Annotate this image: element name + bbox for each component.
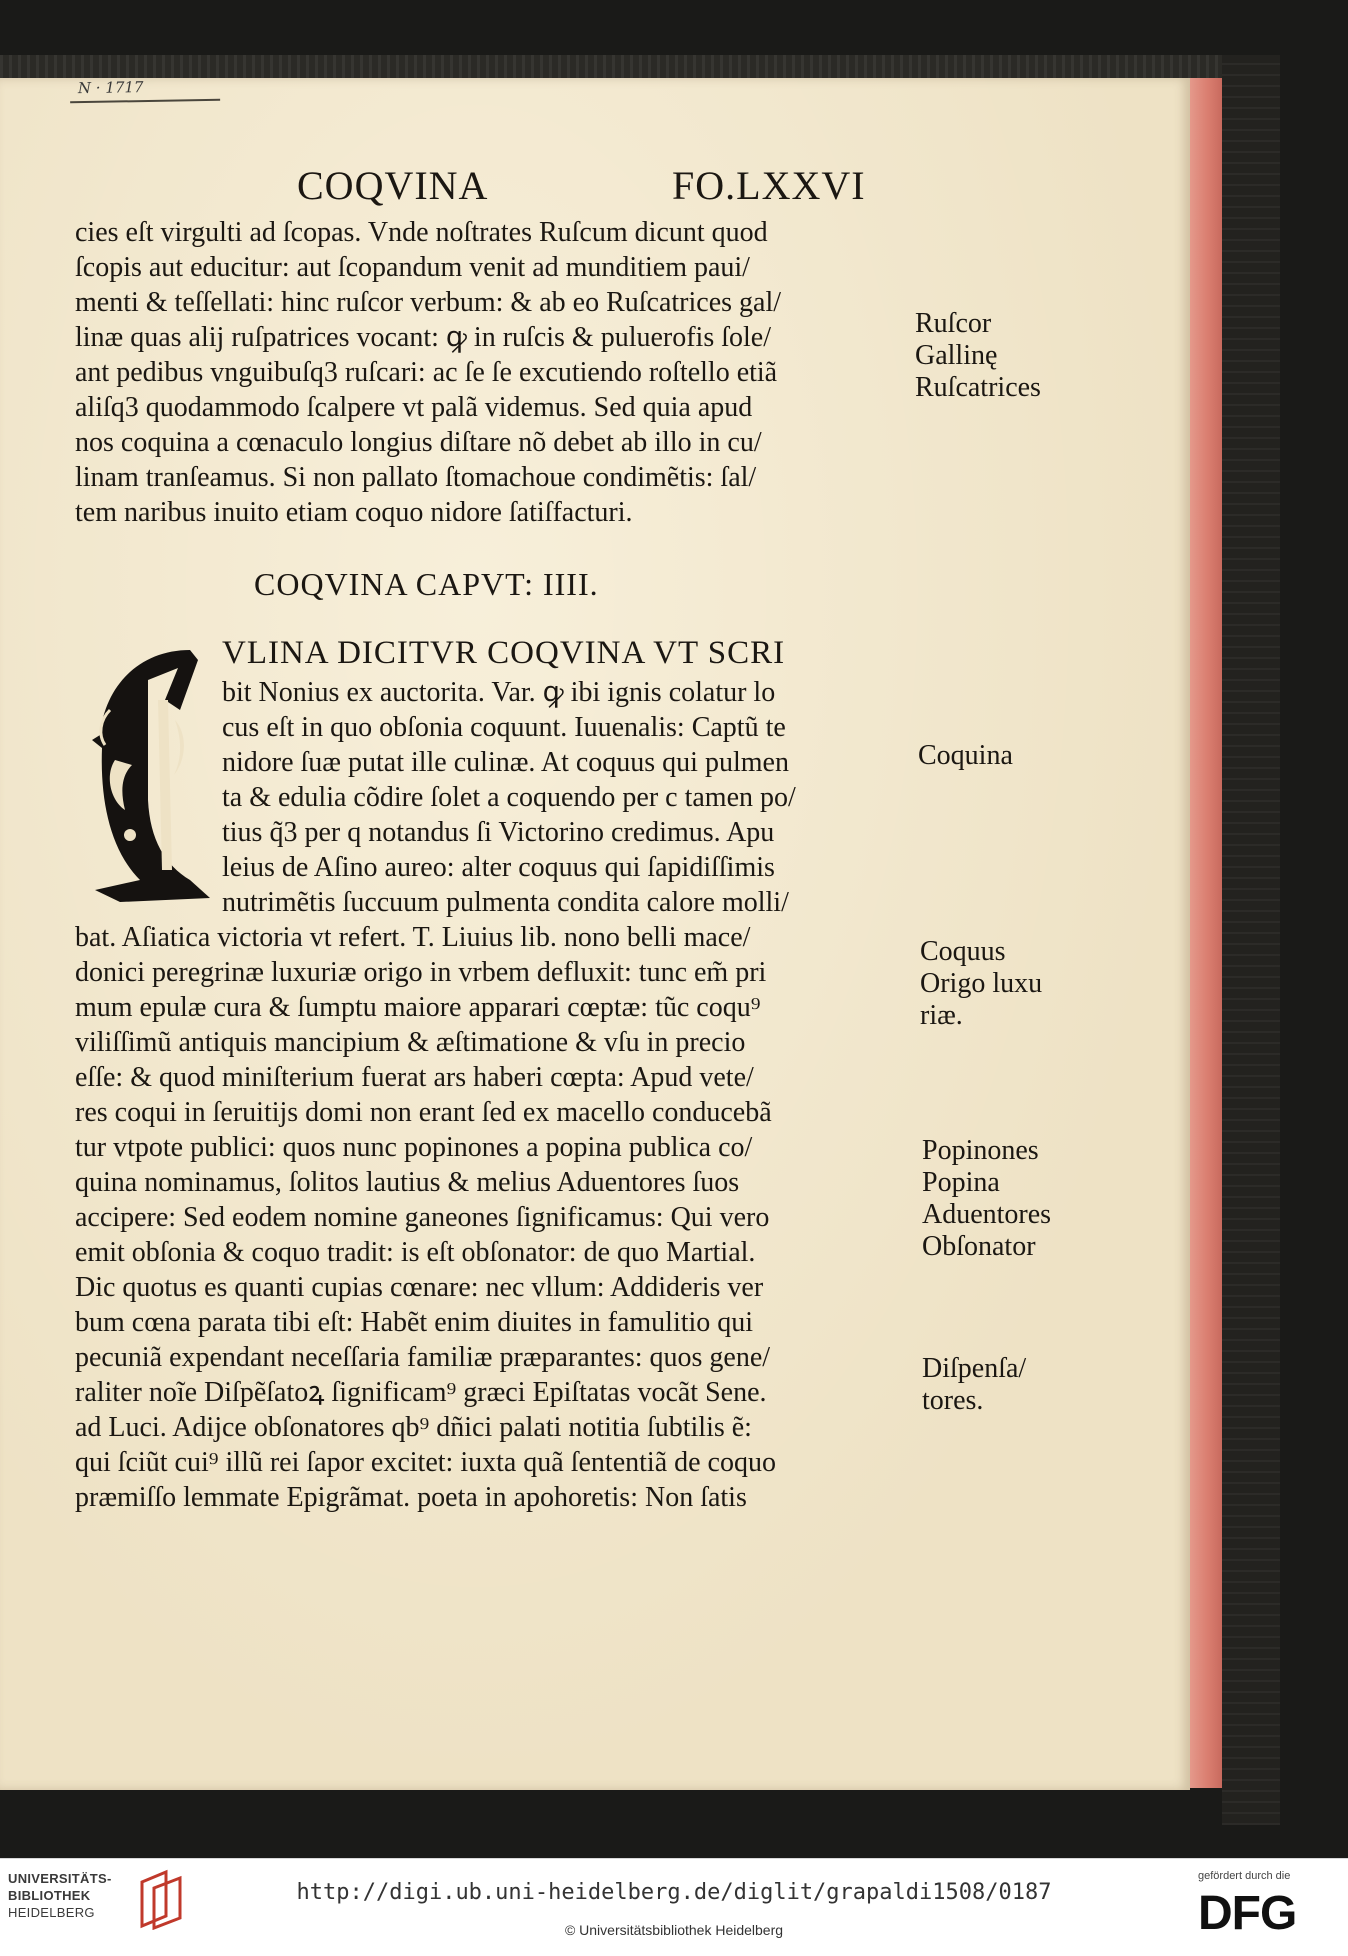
text-line: cies eſt virgulti ad ſcopas. Vnde noſtrates Ruſcum dicunt quod xyxy=(75,217,768,248)
library-name-line1: UNIVERSITÄTS- xyxy=(8,1871,112,1886)
book-cover-right xyxy=(1222,55,1280,1825)
text-line: aliſq3 quodammodo ſcalpere vt palã videmus. Sed quia apud xyxy=(75,392,753,423)
margin-note-coquus xyxy=(920,936,1042,1032)
margin-note-line: Popinones xyxy=(922,1135,1039,1166)
permalink-url[interactable]: http://digi.ub.uni-heidelberg.de/diglit/grapaldi1508/0187 xyxy=(296,1880,1052,1905)
text-line: donici peregrinæ luxuriæ origo in vrbem defluxit: tunc em̃ pri xyxy=(75,957,767,988)
text-line: præmiſſo lemmate Epigrãmat. poeta in apohoretis: Non ſatis xyxy=(75,1482,747,1513)
text-line: viliſſimũ antiquis mancipium & æſtimatione & vſu in precio xyxy=(75,1027,746,1058)
margin-note-line: Obſonator xyxy=(922,1231,1036,1262)
margin-note-line: Origo luxu xyxy=(920,968,1043,999)
margin-note-line: Diſpenſa/ xyxy=(922,1353,1027,1384)
copyright-notice: © Universitätsbibliothek Heidelberg xyxy=(564,1922,784,1938)
text-line: pecuniã expendant neceſſaria familiæ præparantes: quos gene/ xyxy=(75,1342,771,1373)
text-line: leius de Aſino aureo: alter coquus qui ſapidiſſimis xyxy=(222,852,775,883)
text-line: res coqui in ſeruitijs domi non erant ſed ex macello conducebã xyxy=(75,1097,772,1128)
margin-note-line: riæ. xyxy=(920,1000,963,1031)
margin-note-line: Coquus xyxy=(920,936,1006,967)
text-line: ad Luci. Adijce obſonatores qb⁹ dñici palati notitia ſubtilis ẽ: xyxy=(75,1412,752,1443)
text-line: qui ſciũt cui⁹ illũ rei ſapor excitet: iuxta quã ſententiã de coquo xyxy=(75,1447,776,1478)
folio-number: FO.LXXVI xyxy=(672,163,866,208)
margin-note-line: Gallinę xyxy=(915,340,998,371)
margin-note-popinones xyxy=(922,1135,1051,1263)
text-line: nidore ſuæ putat ille culinæ. At coquus qui pulmen xyxy=(222,747,789,778)
margin-note-line: Ruſcatrices xyxy=(915,372,1041,403)
margin-note-line: tores. xyxy=(922,1385,984,1416)
shelfmark-text: N · 1717 xyxy=(77,78,144,98)
margin-note-coquina xyxy=(918,740,1013,772)
text-line: linam tranſeamus. Si non pallato ſtomachoue condimẽtis: ſal/ xyxy=(75,462,757,493)
text-line: bit Nonius ex auctorita. Var. ꝙ ibi ignis colatur lo xyxy=(222,677,776,708)
text-line: accipere: Sed eodem nomine ganeones ſignificamus: Qui vero xyxy=(75,1202,770,1233)
shelfmark-annotation xyxy=(70,78,220,104)
margin-note-line: Aduentores xyxy=(922,1199,1052,1230)
text-line: ta & edulia cõdire ſolet a coquendo per c tamen po/ xyxy=(222,782,796,813)
text-line: menti & teſſellati: hinc ruſcor verbum: & ab eo Ruſcatrices gal/ xyxy=(75,287,782,318)
dfg-caption: gefördert durch die xyxy=(1198,1870,1291,1882)
text-line: tem naribus inuito etiam coquo nidore ſatiſfacturi. xyxy=(75,497,633,528)
text-line: raliter noĩe Diſpẽſatoꝝ ſignificam⁹ græci Epiſtatas vocãt Sene. xyxy=(75,1377,767,1408)
library-name-line2: BIBLIOTHEK xyxy=(8,1888,91,1903)
red-page-edge xyxy=(1188,78,1222,1788)
margin-note-dispensatores xyxy=(922,1353,1026,1417)
text-line: emit obſonia & coquo tradit: is eſt obſonator: de quo Martial. xyxy=(75,1237,756,1268)
margin-note-line: Popina xyxy=(922,1167,1000,1198)
margin-note-line: Ruſcor xyxy=(915,308,992,339)
text-line: linæ quas alij ruſpatrices vocant: ꝙ in ruſcis & puluerofis ſole/ xyxy=(75,322,771,353)
text-line: mum epulæ cura & ſumptu maiore apparari cœptæ: tũc coqu⁹ xyxy=(75,992,761,1023)
margin-note-ruscor xyxy=(915,308,1041,404)
dfg-logo: DFG xyxy=(1198,1887,1297,1940)
text-line: ſcopis aut educitur: aut ſcopandum venit ad munditiem paui/ xyxy=(75,252,750,283)
viewer-footer xyxy=(0,1858,1348,1956)
chapter-first-line: VLINA DICITVR COQVINA VT SCRI xyxy=(222,635,786,671)
text-line: tius q̃3 per q notandus ſi Victorino credimus. Apu xyxy=(222,817,775,848)
text-line: quina nominamus, ſolitos lautius & melius Aduentores ſuos xyxy=(75,1167,740,1198)
text-line: bum cœna parata tibi eſt: Habẽt enim diuites in famulitio qui xyxy=(75,1307,754,1338)
margin-note-line: Coquina xyxy=(918,740,1013,771)
text-line: cus eſt in quo obſonia coquunt. Iuuenalis: Captũ te xyxy=(222,712,786,743)
text-line: bat. Aſiatica victoria vt refert. T. Liuius lib. nono belli mace/ xyxy=(75,922,751,953)
text-line: eſſe: & quod miniſterium fuerat ars haberi cœpta: Apud vete/ xyxy=(75,1062,754,1093)
text-line: tur vtpote publici: quos nunc popinones a popina publica co/ xyxy=(75,1132,753,1163)
text-line: nos coquina a cœnaculo longius diſtare nõ debet ab illo in cu/ xyxy=(75,427,762,458)
chapter-heading: COQVINA CAPVT: IIII. xyxy=(254,566,599,602)
text-line: nutrimẽtis ſuccuum pulmenta condita calore molli/ xyxy=(222,887,789,918)
library-name-line3: HEIDELBERG xyxy=(8,1905,95,1920)
running-head: COQVINA xyxy=(297,163,489,208)
text-line: ant pedibus vnguibuſq3 ruſcari: ac ſe ſe excutiendo roſtello etiã xyxy=(75,357,778,388)
text-line: Dic quotus es quanti cupias cœnare: nec vllum: Addideris ver xyxy=(75,1272,764,1303)
decorative-initial-c-icon xyxy=(70,640,220,905)
